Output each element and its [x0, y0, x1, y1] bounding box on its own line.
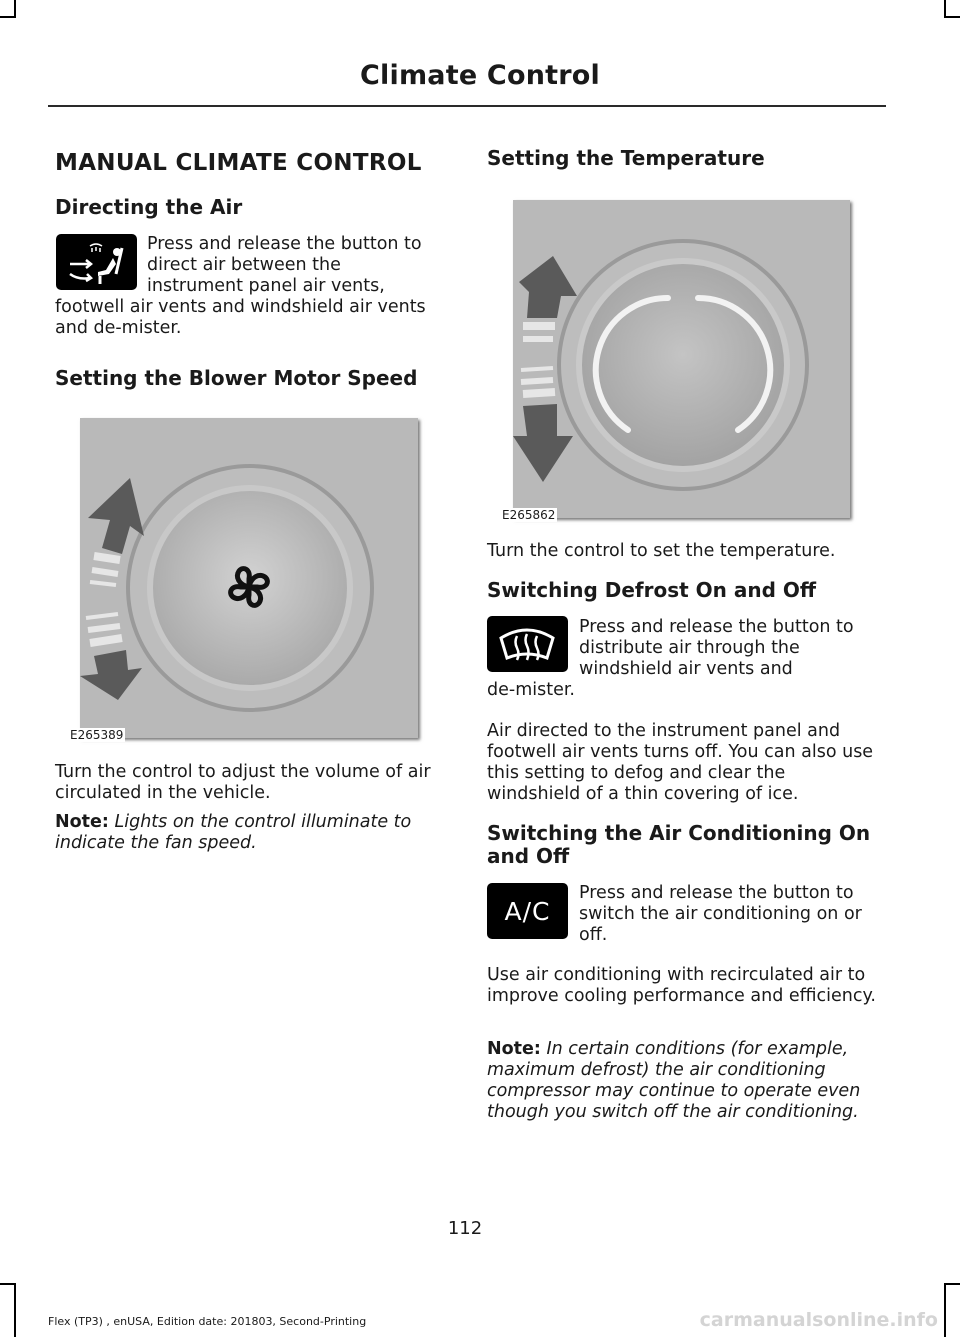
temperature-text: Turn the control to set the temperature. — [487, 541, 836, 561]
blower-control-figure — [80, 418, 418, 738]
ac-button-icon: A/C — [487, 883, 568, 939]
crop-mark — [944, 16, 960, 18]
directing-air-title: Directing the Air — [55, 195, 243, 219]
header-rule — [48, 105, 886, 107]
temperature-control-figure — [513, 200, 850, 518]
crop-mark — [944, 1283, 960, 1285]
temperature-figure-code: E265862 — [502, 508, 556, 522]
fan-icon — [225, 563, 273, 615]
blower-title: Setting the Blower Motor Speed — [55, 366, 418, 390]
ac-title: Switching the Air Conditioning On and Off — [487, 821, 871, 868]
blower-figure-code: E265389 — [70, 728, 124, 742]
blower-note: Note: Lights on the control illuminate to indicate the fan speed. — [55, 812, 412, 853]
temperature-title: Setting the Temperature — [487, 146, 765, 170]
edition-footer: Flex (TP3) , enUSA, Edition date: 201803, Second-Printing — [48, 1315, 367, 1328]
air-distribution-icon — [56, 234, 137, 290]
watermark: carmanualsonline.info — [699, 1309, 938, 1331]
defrost-text-cont: de-mister. — [487, 680, 575, 700]
ac-note: Note: In certain conditions (for example, maximum defrost) the air conditioning compressor may continue to operate even though you switch off the air conditioning. — [487, 1039, 861, 1122]
directing-air-text: Press and release the button to direct air between the instrument panel air vents, — [147, 234, 422, 296]
blower-text: Turn the control to adjust the volume of air circulated in the vehicle. — [55, 762, 431, 803]
defrost-icon — [487, 616, 568, 672]
ac-para: Use air conditioning with recirculated air to improve cooling performance and efficiency. — [487, 965, 876, 1006]
crop-mark — [0, 1283, 16, 1285]
crop-mark — [944, 1283, 946, 1337]
crop-mark — [0, 16, 16, 18]
section-title: MANUAL CLIMATE CONTROL — [55, 150, 422, 176]
defrost-para: Air directed to the instrument panel and footwell air vents turns off. You can also use this setting to defog and clear the windshield of a thin covering of ice. — [487, 721, 874, 804]
directing-air-text-cont: footwell air vents and windshield air vents and de-mister. — [55, 297, 426, 338]
chapter-title: Climate Control — [360, 60, 600, 91]
page-number: 112 — [447, 1218, 483, 1239]
defrost-text: Press and release the button to distribute air through the windshield air vents and — [579, 617, 854, 679]
crop-mark — [14, 1283, 16, 1337]
defrost-title: Switching Defrost On and Off — [487, 578, 817, 602]
ac-text: Press and release the button to switch the air conditioning on or off. — [579, 883, 862, 945]
